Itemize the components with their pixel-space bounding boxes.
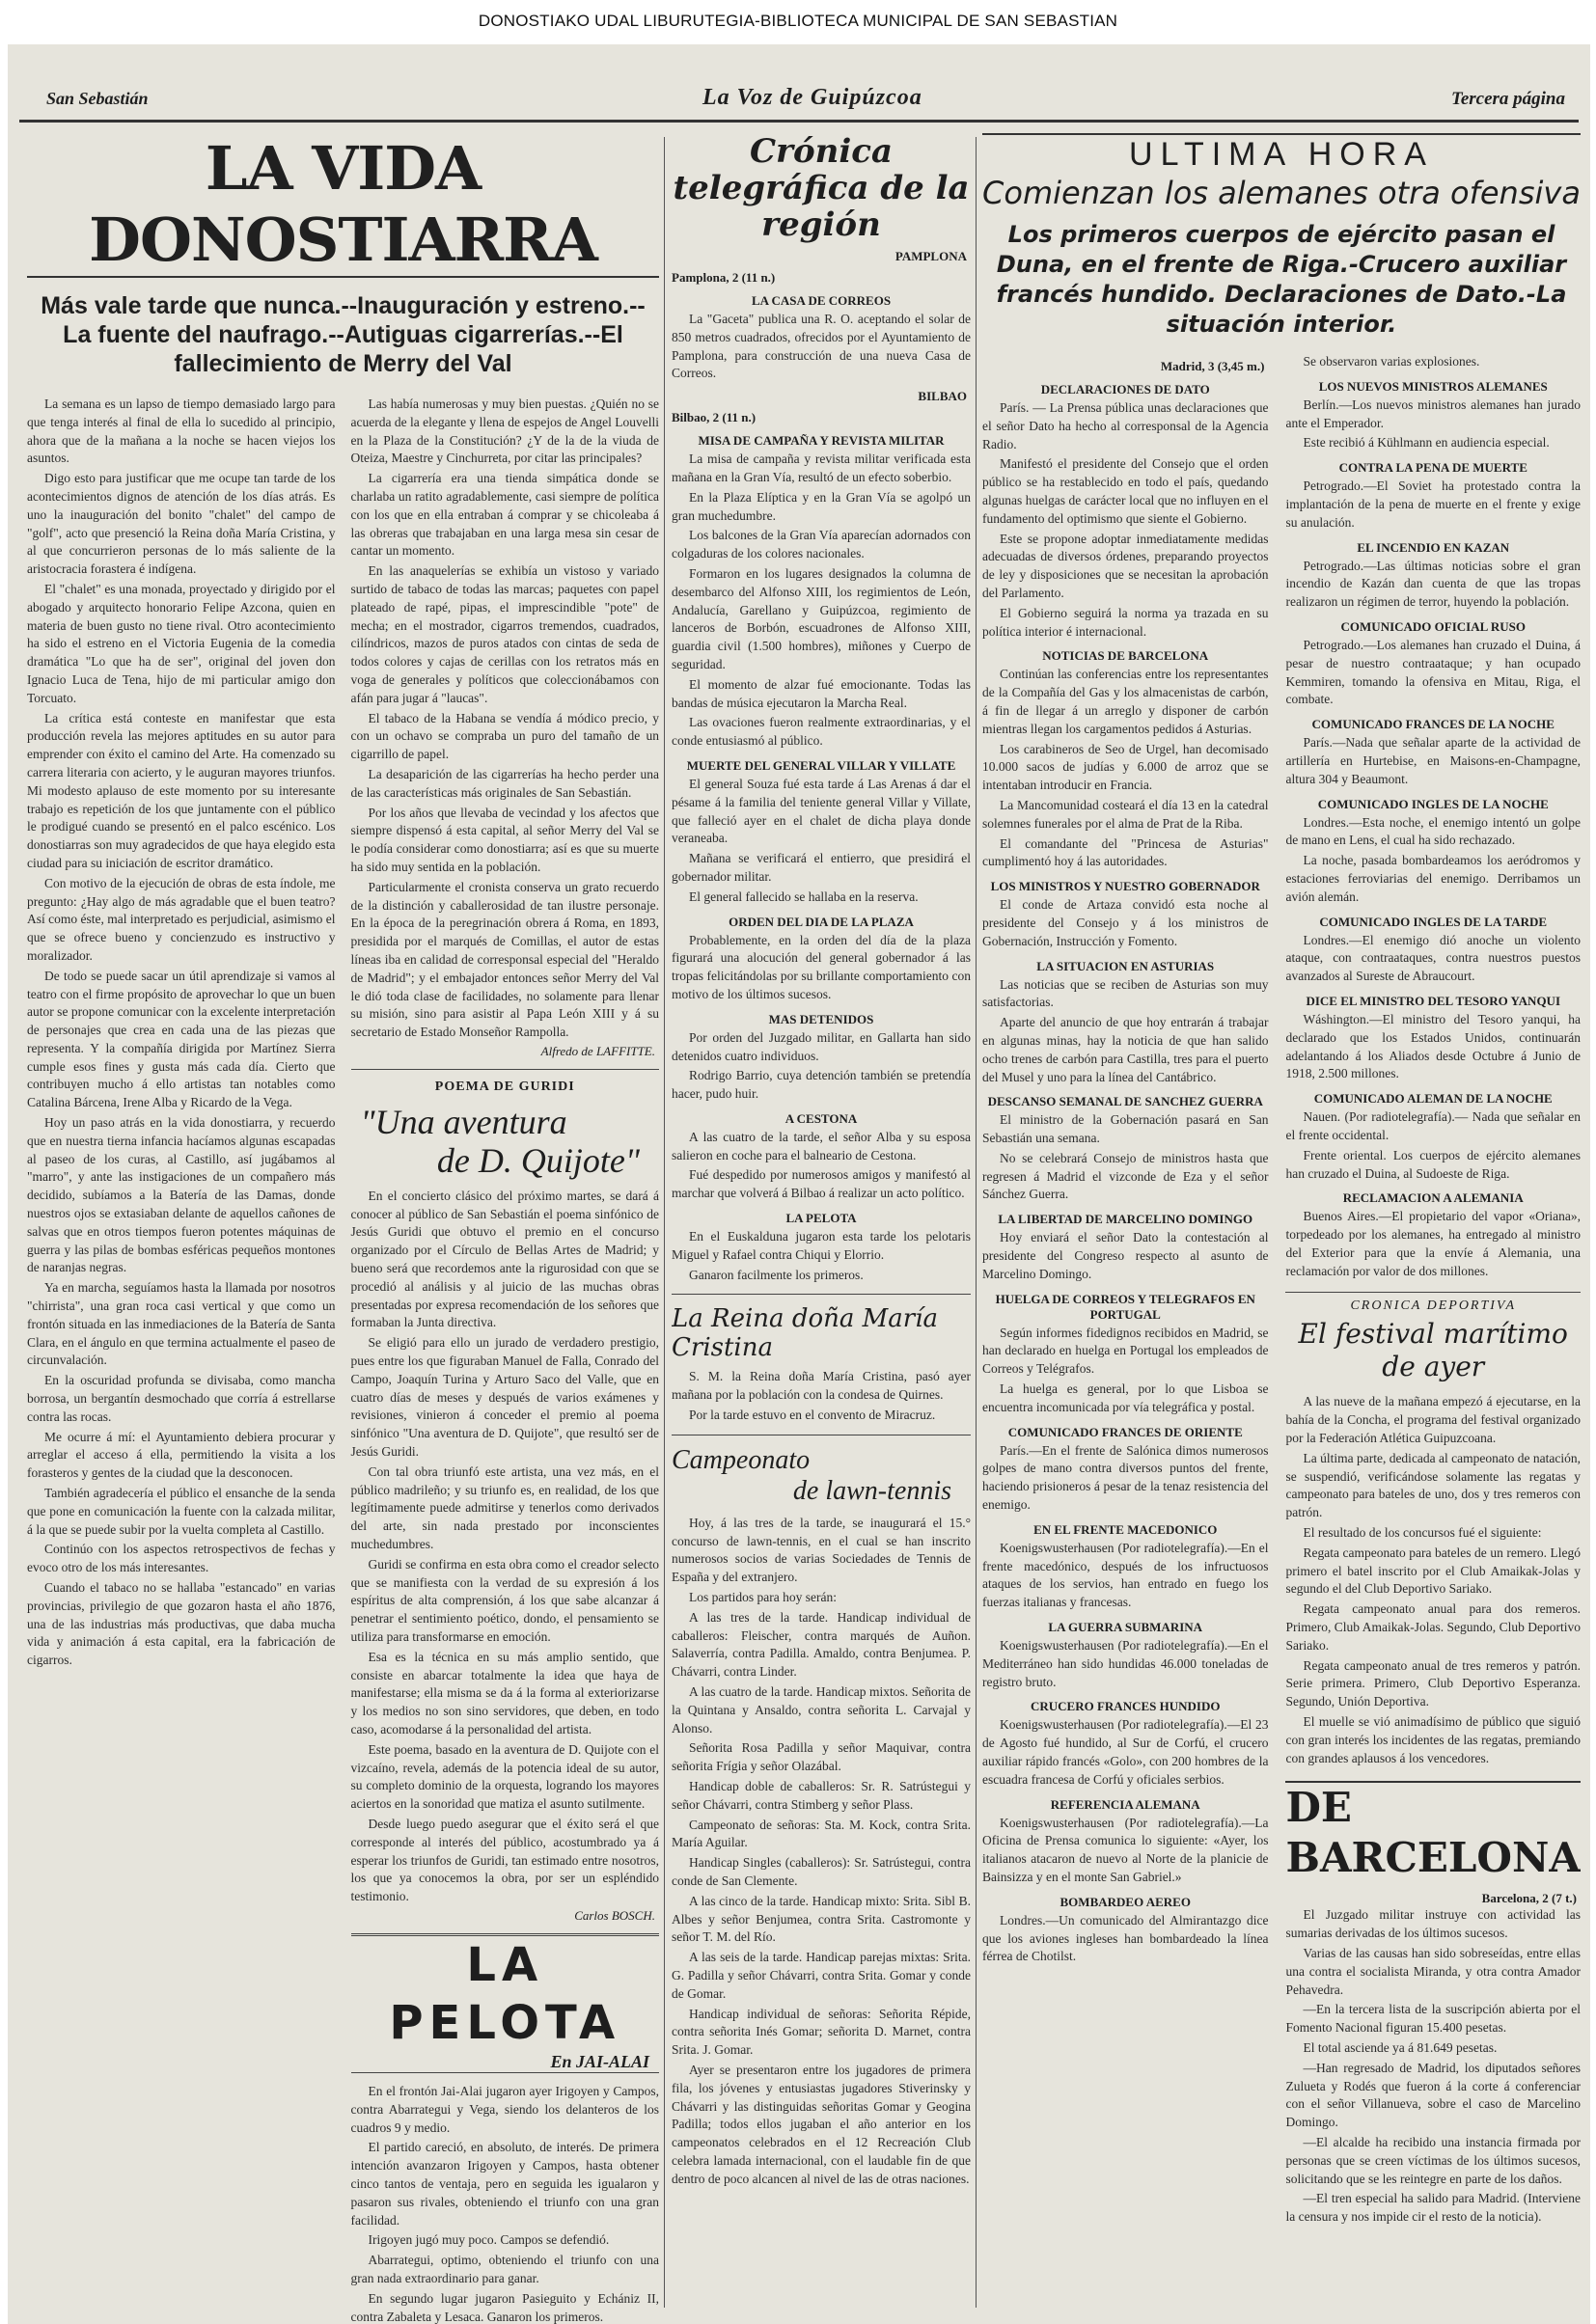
news-heading: LA LIBERTAD DE MARCELINO DOMINGO [998,1212,1253,1227]
paragraph: Koenigswusterhausen (Por radiotelegrafía).—En el frente macedónico, después de los infructuosos ataques de los servios, han entrado en fuego los fuerzas italianas y francesas. [982,1540,1269,1610]
paragraph: En el Euskalduna jugaron esta tarde los pelotaris Miguel y Rafael contra Chiqui y Elorrio. [672,1229,971,1262]
paragraph: Buenos Aires.—El propietario del vapor «Oriana», torpedeado por los alemanes, ha entregado al ministro del Exterior para que la envíe á Alemania, una reclamación por valor de dos millones. [1285,1209,1581,1278]
dateline-place: BILBAO [918,389,967,404]
paragraph: Koenigswusterhausen (Por radiotelegrafía).—La Oficina de Prensa comunica lo siguiente: «Ayer, los italianos atacaron de nuevo al Norte de la planicie de Bainsizza y en el monte San Gabriel.» [982,1815,1269,1884]
paragraph: Se eligió para ello un jurado de verdadero prestigio, pues entre los que figuraban Manuel de Falla, Conrado del Campo, Joaquín Turina y Arturo Saco del Valle, que en cuatro días de meses y después de varios exámenes y revisiones, vinieron á conceder el premio al poema sinfónico "Una aventura de D. Quijote", que resultó ser de Jesús Guridi. [350,1335,659,1460]
paragraph: El conde de Artaza convidó esta noche al presidente del Consejo y á los ministros de Gobernación, Instrucción y Fomento. [982,897,1269,948]
divider [672,1294,971,1295]
vida-donostiarra-text-right [351,396,660,2324]
news-heading: LOS MINISTROS Y NUESTRO GOBERNADOR [990,879,1260,894]
tennis-headline [672,1445,971,1507]
paragraph: Aparte del anuncio de que hoy entrarán á trabajar en algunas minas, hay la noticia de que han salido ocho trenes de carbón para Castilla, tres para el puerto del Musel y uno para la línea del Cantábrico. [982,1015,1269,1084]
paragraph: Petrogrado.—Las últimas noticias sobre el gran incendio de Kazán dan cuenta de que las tropas realizaron un régimen de terror, huyendo la población. [1285,558,1581,610]
paragraph: La última parte, dedicada al campeonato de natación, se suspendió, verificándose solamente las regatas y campeonato para bateles de uno, dos y tres remeros con patrón. [1285,1450,1581,1520]
paragraph: Handicap doble de caballeros: Sr. R. Satrústegui y señor Chávarri, contra Stimberg y señor Plass. [672,1779,971,1812]
paragraph: Las noticias que se reciben de Asturias son muy satisfactorias. [982,976,1269,1010]
news-heading: EN EL FRENTE MACEDONICO [1033,1521,1218,1537]
paragraph: Hoy enviará el señor Dato la contestación al presidente del Congreso respecto al asunto de Marcelino Domingo. [982,1230,1269,1281]
ultima-hora-label: ULTIMA HORA [982,133,1581,174]
paragraph: Ayer se presentaron entre los jugadores de primera fila, los jóvenes y entusiastas jugadores Stiverinsky y Chávarri y las distinguidas señoritas Gomar y Geogina Padilla; todos ellos jugaban el año anterior en los campeonatos celebrados en el 12 Recreación Club celebra lamada internacional, con el laudable fin de que dentro de poco alcancen al nivel de las de otras naciones. [672,2062,971,2186]
news-heading: LA CASA DE CORREOS [751,293,892,308]
paragraph: Esa es la técnica en su más amplio sentido, que consiste en abarcar totalmente la idea que haya de manifestarse; ella misma se da á la forma al exteriorizarse y los medios no son sino servidores, que deben, en todo caso, acomodarse á la personalidad del artista. [350,1649,659,1736]
paragraph: Regata campeonato anual de tres remeros y patrón. Serie primera. Primero, Club Deportivo Esperanza. Segundo, Unión Deportiva. [1285,1657,1581,1709]
news-heading: MUERTE DEL GENERAL VILLAR Y VILLATE [686,757,956,773]
news-heading: BOMBARDEO AEREO [1059,1894,1191,1909]
paragraph: La misa de campaña y revista militar verificada esta mañana en la Gran Vía, resultó de un efecto soberbio. [672,451,971,484]
paragraph: S. M. la Reina doña María Cristina, pasó ayer mañana por la población con la condesa de Quirnes. [672,1369,971,1403]
news-heading: NOTICIAS DE BARCELONA [1042,648,1209,664]
paragraph: Formaron en los lugares designados la columna de desembarco del Alfonso XIII, los regimientos de León, Andalucía, Garellano y Guipúzcoa, regimiento de lanceros de Borbón, escuadrones de Alfonso XIII, guardia civil (1.500 hombres), miñones y Cuerpo de seguridad. [672,565,971,671]
paragraph: Handicap individual de señoras: Señorita Répide, contra señorita Inés Gomar; señorita D. Marnet, contra Srita. J. Gomar. [672,2006,971,2058]
paragraph: El partido careció, en absoluto, de interés. De primera intención avanzaron Irigoyen y Campos, hasta obtener cinco tantos de ventaja, pero en seguida les igualaron y pasaron sus rivales, obteniendo el triunfo con una gran facilidad. [350,2140,659,2228]
quijote-headline-line1: "Una aventura [360,1102,567,1141]
pelota-text [351,2083,660,2324]
masthead-right: Tercera página [1450,89,1565,109]
news-heading: ORDEN DEL DIA DE LA PLAZA [729,914,914,929]
paragraph: El "chalet" es una monada, proyectado y dirigido por el abogado y arquitecto honorario Felipe Azcona, quien en materia de buen gusto no tiene rival. Otro acontecimiento ha sido el estreno en el Victoria Eugenia de la comedia dramática "Lo que ha de ser", original del joven don Ignacio Luca de Tena, hijo de mi particular amigo don Torcuato. [27,581,336,705]
paragraph: Fué despedido por numerosos amigos y manifestó al marchar que volverá á Bilbao á realizar un acto político. [672,1167,971,1201]
cronica-title: Crónica telegráfica de la región [673,133,970,244]
paragraph: Rodrigo Barrio, cuya detención también se pretendía hacer, pudo huir. [672,1068,971,1102]
news-heading: RECLAMACION A ALEMANIA [1342,1190,1524,1206]
column-divider [664,137,665,2308]
vida-donostiarra-title: LA VIDA DONOSTIARRA [27,133,659,278]
paragraph: Señorita Rosa Padilla y señor Maquivar, contra señorita Frígia y señor Olazábal. [672,1740,971,1774]
paragraph: En el frontón Jai-Alai jugaron ayer Irigoyen y Campos, contra Abarrategui y Vega, siendo los delanteros de los cuadros 9 y medio. [350,2083,659,2135]
news-heading: LA GUERRA SUBMARINA [1048,1620,1203,1635]
paragraph: Petrogrado.—El Soviet ha protestado contra la implantación de la pena de muerte en el frente y exige su anulación. [1285,478,1581,530]
column-vida-donostiarra [27,133,659,2324]
vida-donostiarra-text-left [27,396,336,2324]
ultima-hora-subtitle: Los primeros cuerpos de ejército pasan el Duna, en el frente de Riga.-Crucero auxiliar francés hundido. Declaraciones de Dato.-La situación interior. [996,221,1567,338]
paragraph: París. — La Prensa pública unas declaraciones que el señor Dato ha hecho al corresponsal de la Agencia Radio. [982,400,1269,451]
news-heading: COMUNICADO INGLES DE LA TARDE [1319,914,1548,929]
paragraph: Cuando el tabaco no se hallaba "estancado" en varias provincias, privilegio de que gozaron hasta el año 1876, una de las industrias más productivas, que daba mucha vida y animación á esta capital, era la fabricación de cigarros. [27,1580,336,1668]
paragraph: El comandante del "Princesa de Asturias" cumplimentó hoy á las autoridades. [982,835,1269,869]
masthead-center: La Voz de Guipúzcoa [702,85,922,110]
paragraph: Koenigswusterhausen (Por radiotelegrafía).—En el Mediterráneo han sido hundidas 46.000 toneladas de registro bruto. [982,1638,1269,1689]
paragraph: Mañana se verificará el entierro, que presidirá el gobernador militar. [672,851,971,884]
paragraph: Koenigswusterhausen (Por radiotelegrafía).—El 23 de Agosto fué hundido, al Sur de Corfú, el crucero auxiliar rápido francés «Golo», con 200 hombres de la escuadra francesa de Corfú y oficiales serbios. [982,1717,1269,1787]
paragraph: El total asciende ya á 81.649 pesetas. [1303,2040,1498,2055]
paragraph: —El alcalde ha recibido una instancia firmada por personas que se creen víctimas de los últimos sucesos, solicitando que se les reintegre en parte de los daños. [1285,2134,1581,2186]
paragraph: A las tres de la tarde. Handicap individual de caballeros: Fleischer, contra marqués de Auñon. Salaverría, contra Padilla. Amaldo, contra Benjumea. P. Chávarri, contra Linder. [672,1609,971,1680]
paragraph: Continúan las conferencias entre los representantes de la Compañía del Gas y los almacenistas de carbón, á fin de llegar á un arreglo y disponer de carbón mientras llegan los cargamentos pedidos á Asturias. [982,667,1269,736]
festival-headline: El festival marítimo de ayer [1298,1318,1568,1383]
news-heading: MAS DETENIDOS [768,1011,874,1026]
paragraph: No se celebrará Consejo de ministros hasta que regresen á Madrid el vizconde de Eza y el señor Sánchez Guerra. [982,1150,1269,1202]
paragraph: Por orden del Juzgado militar, en Gallarta han sido detenidos cuatro individuos. [672,1029,971,1063]
paragraph: Este se propone adoptar inmediatamente medidas adecuadas de diversos órdenes, preparando proyectos de ley y disposiciones que se necesitan la aprobación del Parlamento. [982,531,1269,600]
ultima-hora-left [982,353,1268,2228]
paragraph: La semana es un lapso de tiempo demasiado largo para que tenga interés al final de ella lo sucedido al principio, ahora que de la mañana a la noche se hacen viejos los asuntos. [27,396,336,466]
paragraph: En el concierto clásico del próximo martes, se dará á conocer al público de San Sebastián el poema sinfónico de Jesús Guridi que obtuvo el premio en el concurso organizado por el Círculo de Bellas Artes de Madrid; y bueno será que recordemos ante la rigurosidad con que se procedió al análisis y al juicio de las muchas obras presentadas por expresa recomendación de los señores que formaban la Junta directiva. [350,1188,659,1330]
paragraph: Particularmente el cronista conserva un grato recuerdo de la distinción y caballerosidad de tan ilustre personaje. En la época de la peregrinación obrera á Roma, en 1893, presidida por el marqués de Comillas, el autor de estas líneas iba en calidad de corresponsal especial del "Heraldo de Madrid"; y el embajador entonces señor Merry del Val le dió toda clase de facilidades, no solamente para llenar su misión, sino para asistir al Papa León XIII y á su secretario de Estado Monseñor Rampolla. [350,879,659,1040]
paragraph: Irigoyen jugó muy poco. Campos se defendió. [368,2232,610,2248]
paragraph: El general fallecido se hallaba en la reserva. [689,889,919,904]
column-divider [976,137,977,2308]
news-heading: DICE EL MINISTRO DEL TESORO YANQUI [1306,993,1561,1008]
paragraph: En las anaquelerías se exhibía un vistoso y variado surtido de tabaco de todas las marcas; paquetes con papel plateado de rapé, pipas, el imprescindible "pote" de mecha; en el mostrador, cigarros tremendos, cuadrados, cilíndricos, mazos de puros atados con cintas de seda de todos colores y cajas de cerillas con los retratos más en voga de generales y políticos que coleccionábamos con afán para jugar á "laucas". [350,563,659,705]
author-signature: Alfredo de LAFFITTE. [540,1043,655,1058]
quijote-headline-line2: de D. Quijote" [436,1140,640,1180]
paragraph: La desaparición de las cigarrerías ha hecho perder una de las características más originales de San Sebastián. [350,766,659,800]
news-heading: COMUNICADO OFICIAL RUSO [1340,618,1526,634]
paragraph: El tabaco de la Habana se vendía á módico precio, y con un ochavo se compraba un puro del tamaño de un cigarrillo de papel. [350,710,659,762]
paragraph: El Gobierno seguirá la norma ya trazada en su política interior é internacional. [982,605,1269,639]
paragraph: Regata campeonato para bateles de un remero. Llegó primero el batel inscrito por el Club Amaikak-Jolas y segundo el del Club Deportivo Sariako. [1285,1545,1581,1597]
paragraph: A las seis de la tarde. Handicap parejas mixtas: Srita. G. Padilla y señor Chávarri, contra Srita. Gomar y conde de Gomar. [672,1950,971,2001]
news-heading: REFERENCIA ALEMANA [1050,1796,1200,1812]
paragraph: Los balcones de la Gran Vía aparecían adornados con colgaduras de los colores nacionales. [672,528,971,561]
paragraph: La huelga es general, por lo que Lisboa se encuentra incomunicada por vía telegráfica y postal. [982,1381,1269,1414]
news-heading: CRUCERO FRANCES HUNDIDO [1031,1699,1221,1714]
news-heading: HUELGA DE CORREOS Y TELEGRAFOS EN PORTUGAL [995,1291,1255,1322]
paragraph: —Han regresado de Madrid, los diputados señores Zulueta y Rodés que fueron á la corte á conferenciar con el señor Villanueva, sobre el caso de Marcelino Domingo. [1285,2060,1581,2130]
tennis-headline-line1: Campeonato [672,1444,811,1475]
news-heading: MISA DE CAMPAÑA Y REVISTA MILITAR [698,433,945,449]
paragraph: Este poema, basado en la aventura de D. Quijote con el vizcaíno, revela, además de la potencia ideal de su autor, su completo dominio de la orquesta, logrando los mayores aciertos en la sonoridad que matiza el asunto sutilmente. [350,1741,659,1812]
paragraph: La cigarrería era una tienda simpática donde se charlaba un ratito agradablemente, casi siempre de política con los que en ella entraban á comprar y se chicoleaba á las obreras que trabajaban en una larga mesa sin cesar de cantar un momento. [350,471,659,559]
paragraph: El Juzgado militar instruye con actividad las sumarias derivadas de los últimos sucesos. [1285,1907,1581,1941]
paragraph: Ya en marcha, seguíamos hasta la llamada por nosotros "chirrista", una gran roca casi vertical y que como un frontón situada en las inmediaciones de la Batería de Santa Clara, en el ángulo en que termina actualmente el paseo de circunvalación. [27,1280,336,1368]
ultima-hora-right [1285,353,1581,2228]
news-heading: DESCANSO SEMANAL DE SANCHEZ GUERRA [987,1094,1263,1109]
pelota-headline [351,1933,660,2073]
paragraph: El ministro de la Gobernación pasará en San Sebastián una semana. [982,1112,1269,1146]
news-heading: LA SITUACION EN ASTURIAS [1036,958,1215,973]
reina-headline: La Reina doña María Cristina [672,1304,938,1363]
paragraph: Digo esto para justificar que me ocupe tan tarde de los acontecimientos dignos de atención de los días atrás. Es uno la inauguración del bonito "chalet" del campo de "golf", acto que presenció la Reina doña María Cristina, y al que concurrieron personas de lo más saliente de la aristocracia forastera é indígena. [27,471,336,577]
paragraph: Frente oriental. Los cuerpos de ejército alemanes han cruzado el Duina, al Sudoeste de Riga. [1285,1147,1581,1181]
masthead [8,44,1590,131]
column-ultima-hora [982,133,1581,2228]
paragraph: La Mancomunidad costeará el día 13 en la catedral solemnes funerales por el alma de Prat de la Riba. [982,797,1269,831]
paragraph: Se observaron varias explosiones. [1303,354,1480,369]
paragraph: En la oscuridad profunda se divisaba, como mancha borrosa, un bergantín desmochado que corría á estrellarse contra las rocas. [27,1373,336,1424]
paragraph: Londres.—Un comunicado del Almirantazgo dice que los aviones ingleses han bombardeado la línea férrea de Chotilst. [982,1912,1269,1964]
masthead-rule [19,120,1579,123]
news-heading: COMUNICADO ALEMAN DE LA NOCHE [1313,1091,1553,1107]
paragraph: Continúo con los aspectos retrospectivos de fechas y evoco otro de los más interesantes. [27,1542,336,1575]
paragraph: —En la tercera lista de la suscripción abierta por el Fomento Nacional figuran 15.400 pesetas. [1285,2002,1581,2036]
paragraph: Wáshington.—El ministro del Tesoro yanqui, ha declarado que los Estados Unidos, continuarán adelantando á los Aliados desde Octubre á Junio de 1918, 2.500 millones. [1285,1011,1581,1081]
dateline: Barcelona, 2 (7 t.) [1481,1891,1577,1906]
tennis-headline-line2: de lawn-tennis [792,1475,951,1506]
paragraph: Londres.—Esta noche, el enemigo intentó un golpe de mano en Lens, el cual ha sido rechazado. [1285,814,1581,848]
paragraph: A las cuatro de la tarde, el señor Alba y su esposa salieron en coche para el balneario de Cestona. [672,1129,971,1162]
paragraph: La "Gaceta" publica una R. O. aceptando el solar de 850 metros cuadrados, ofrecidos por el Ayuntamiento de Pamplona, para construcción de una nueva Casa de Correos. [672,312,971,381]
dateline: Pamplona, 2 (11 n.) [672,270,776,285]
news-heading: COMUNICADO FRANCES DE LA NOCHE [1311,717,1555,732]
news-heading: COMUNICADO INGLES DE LA NOCHE [1317,796,1549,811]
paragraph: Campeonato de señoras: Sta. M. Kock, contra Srita. María Aguilar. [672,1817,971,1850]
news-heading: LOS NUEVOS MINISTROS ALEMANES [1318,378,1548,394]
paragraph: Las ovaciones fueron realmente extraordinarias, y el conde entusiasmó al público. [672,715,971,749]
paragraph: El momento de alzar fué emocionante. Todas las bandas de música ejecutaron la Marcha Real. [672,676,971,710]
paragraph: En segundo lugar jugaron Pasieguito y Echániz II, contra Zabaleta y Lesaca. Ganaron los primeros. [350,2290,659,2324]
paragraph: Petrogrado.—Los alemanes han cruzado el Duina, á pesar de nuestro contraataque; y han ocupado Kemmiren, tomando la ofensiva en Mitau, Riga, el combate. [1285,637,1581,707]
paragraph: Por la tarde estuvo en el convento de Miracruz. [689,1408,936,1423]
paragraph: Me ocurre á mí: el Ayuntamiento debiera procurar y arreglar el acceso á ella, permitiendo la visita a los forasteros y gentes de la ciudad que la desconocen. [27,1429,336,1481]
news-heading: EL INCENDIO EN KAZAN [1357,539,1510,555]
paragraph: El muelle se vió animadísimo de público que siguió con gran interés los incidentes de las regatas, premiando con grandes aplausos á los vencedores. [1285,1714,1581,1765]
vida-donostiarra-subtitle: Más vale tarde que nunca.--Inauguración y estreno.--La fuente del naufrago.--Autiguas cigarrerías.--El fallecimiento de Merry del Val [41,292,646,377]
dateline: Madrid, 3 (3,45 m.) [1160,359,1265,373]
paragraph: Handicap Singles (caballeros): Sr. Satrústegui, contra conde de San Clemente. [672,1855,971,1888]
dateline: Bilbao, 2 (11 n.) [672,410,757,425]
paragraph: Varias de las causas han sido sobreseídas, entre ellas una contra el socialista Miranda, y otra contra Amador Pehavedra. [1285,1946,1581,1997]
newspaper-page [8,44,1590,2324]
ultima-hora-title: Comienzan los alemanes otra ofensiva [982,175,1581,211]
paragraph: Con motivo de la ejecución de obras de esta índole, me pregunto: ¿Hay algo de más agradable que el buen teatro? Así como éste, mal interpretado es perjudicial, asimismo el que se ofrece bueno y concienzudo es instructivo y moralizador. [27,875,336,963]
paragraph: Probablemente, en la orden del día de la plaza figurará una alocución del general gobernador á las tropas felicitándolas por su brillante comportamiento con motivo de los últimos sucesos. [672,932,971,1001]
paragraph: A las cinco de la tarde. Handicap mixto: Srita. Sibl B. Albes y señor Benjumea, contra Srita. Castromonte y señor T. M. del Río. [672,1893,971,1945]
barcelona-headline: DE BARCELONA [1285,1781,1581,1883]
paragraph: A las cuatro de la tarde. Handicap mixtos. Señorita de la Quintana y Ansaldo, contra señorita L. Carvajal y Alonso. [672,1684,971,1736]
paragraph: Regata campeonato anual para dos remeros. Primero, Club Amaikak-Jolas. Segundo, Club Deportivo Sariako. [1285,1601,1581,1653]
cronica-deportiva-label: CRONICA DEPORTIVA [1285,1292,1581,1314]
paragraph: Berlín.—Los nuevos ministros alemanes han jurado ante el Emperador. [1285,396,1581,430]
divider [351,1069,660,1070]
news-heading: A CESTONA [784,1110,858,1126]
paragraph: París.—En el frente de Salónica dimos numerosos golpes de mano contra diversos puntos del frente, haciendo prisioneros á pesar de la tenaz resistencia del enemigo. [982,1442,1269,1513]
paragraph: La noche, pasada bombardeamos los aeródromos y estaciones ferroviarias del enemigo. Derribamos un avión alemán. [1285,853,1581,904]
paragraph: Las había numerosas y muy bien puestas. ¿Quién no se acuerda de la elegante y llena de espejos de Angel Louvelli en la Plaza de la Constitución? ¿Y de la de la viuda de Oteiza, Maestre y Cinchurreta, por citar las principales? [350,396,659,466]
paragraph: Nauen. (Por radiotelegrafía).— Nada que señalar en el frente occidental. [1285,1109,1581,1142]
paragraph: El resultado de los concursos fué el siguiente: [1303,1525,1542,1541]
pelota-title: LA PELOTA [389,1937,621,2050]
paragraph: Este recibió á Kühlmann en audiencia especial. [1303,435,1550,451]
paragraph: Abarrategui, optimo, obteniendo el triunfo con una gran nada extraordinario para ganar. [350,2253,659,2285]
paragraph: Según informes fidedignos recibidos en Madrid, se han declarado en huelga en Portugal los empleados de Correos y Telégrafos. [982,1325,1269,1377]
paragraph: Hoy, á las tres de la tarde, se inaugurará el 15.° concurso de lawn-tennis, en el cual se han inscrito numerosos socios de varias Sociedades de Tennis de España y del extranjero. [672,1515,971,1585]
paragraph: Desde luego puedo asegurar que el éxito será el que corresponde al interés del público, acostumbrado ya á esperar los triunfos de Guridi, tan estimado entre nosotros, los que ya conocemos la obra, por ser un espléndido testimonio. [350,1816,659,1904]
paragraph: París.—Nada que señalar aparte de la actividad de artillería en Hurtebise, en Maisons-en-Champagne, altura 304 y Beaumont. [1285,735,1581,786]
dateline-place: PAMPLONA [894,249,967,263]
paragraph: Hoy un paso atrás en la vida donostiarra, y recuerdo que en nuestra tierna infancia hacíamos algunas escapadas al paseo de los curas, al Castillo, así jugábamos al "marro", y ante las instigaciones de un compañero más decidido, subíamos a la Batería de las Damas, donde nuestros ojos se extasiaban delante de aquellos cañones de salvas que en otros tiempos fueron potentes máquinas de guerra y las pilas de bombas esféricas pequeños montones de naranjas negras. [27,1115,336,1275]
masthead-left: San Sebastián [46,89,149,108]
paragraph: En la Plaza Elíptica y en la Gran Vía se agolpó un gran muchedumbre. [672,489,971,523]
quijote-text [351,1188,660,1906]
paragraph: La crítica está conteste en manifestar que esta producción revela las mejores aptitudes en su autor para emprender con éxito el camino del Arte. Ha comenzado su carrera literaria con acierto, y le auguran mayores triunfos. Mi modesto aplauso de este momento por su interesante trabajo es repetición de los que juntamente con el público le prodigué cuando se presentó en el palco escénico. Los donostiarras son muy agradecidos de que haya elegido esta ciudad para su iniciación de escritor dramático. [27,710,336,870]
news-heading: COMUNICADO FRANCES DE ORIENTE [1007,1424,1243,1439]
library-header: DONOSTIAKO UDAL LIBURUTEGIA-BIBLIOTECA MUNICIPAL DE SAN SEBASTIAN [0,0,1596,42]
paragraph: —El tren especial ha salido para Madrid. (Interviene la censura y nos impide cir el resto de la noticia). [1285,2191,1581,2225]
paragraph: Los carabineros de Seo de Urgel, han decomisado 10.000 sacos de judías y 6.000 de arroz que se intentaban introducir en Francia. [982,741,1269,793]
paragraph: Por los años que llevaba de vecindad y los afectos que siempre dispensó á esta capital, al señor Merry del Val se le podía considerar como donostiarra; así es que su muerte ha sido muy sentida en la población. [350,805,659,874]
news-heading: CONTRA LA PENA DE MUERTE [1338,460,1527,476]
quijote-headline [361,1103,660,1180]
paragraph: Ganaron facilmente los primeros. [689,1267,864,1282]
paragraph: Con tal obra triunfó este artista, una vez más, en el público madrileño; y su triunfo es, en realidad, de los que legítimamente puede admitirse y tenerlos como derivados del arte, sin nada prestado por inconscientes muchedumbres. [350,1463,659,1552]
pelota-subtitle: En JAI-ALAI [550,2051,649,2071]
paragraph: Los partidos para hoy serán: [689,1590,837,1605]
news-heading: DECLARACIONES DE DATO [1040,382,1210,396]
paragraph: Londres.—El enemigo dió anoche un violento ataque, con contraataques, contra nuestros puestos avanzados al Sureste de Abraucourt. [1285,932,1581,984]
poema-label: POEMA DE GURIDI [434,1079,575,1094]
column-cronica-telegrafica [672,133,971,2191]
paragraph: A las nueve de la mañana empezó á ejecutarse, en la bahía de la Concha, el programa del festival organizado por la Federación Atlética Guipuzcoana. [1285,1394,1581,1446]
news-heading: LA PELOTA [785,1211,857,1226]
paragraph: El general Souza fué esta tarde á Las Arenas á dar el pésame á la familia del teniente general Villar y Villate, que falleció ayer en el chalet de dicha playa donde veraneaba. [672,776,971,846]
author-signature: Carlos BOSCH. [574,1907,655,1923]
paragraph: Guridi se confirma en esta obra como el creador selecto que se manifiesta con la verdad de su expresión á los espíritus de alta comprensión, á los que sabe alcanzar á penetrar el sentimiento poético, dondo, el pensamiento se utiliza para transformarse en emoción. [350,1556,659,1645]
paragraph: Manifestó el presidente del Consejo que el orden público se ha restablecido en todo el país, quedando algunas huelgas de carácter local que no influyen en el fundamento del optimismo que siente el Gobierno. [982,456,1269,526]
paragraph: También agradecería el público el ensanche de la senda que pone en comunicación la fuente con la calzada militar, á la que se puede subir por la vuelta completa al Castillo. [27,1486,336,1537]
paragraph: De todo se puede sacar un útil aprendizaje si vamos al teatro con el firme propósito de aprovechar lo que un buen autor se propone comunicar con la excelente interpretación de personajes que crea en cada una de las piezas que representa. Y la compañía dirigida por Martínez Sierra cumple esos fines y gusta más cada día. Cierto que contribuyen mucho á ello artistas tan notables como Catalina Bárcena, Irene Alba y Ricardo de la Vega. [27,968,336,1110]
